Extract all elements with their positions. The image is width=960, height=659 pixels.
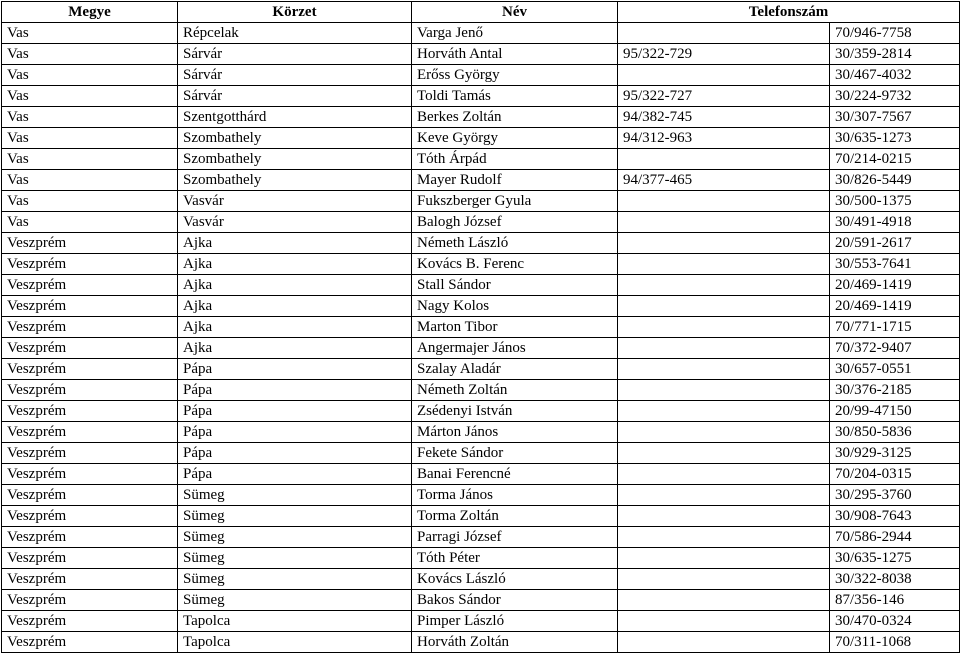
korzet-cell: Pápa	[178, 359, 412, 380]
vezetekes-cell	[618, 485, 830, 506]
korzet-cell: Vasvár	[178, 191, 412, 212]
mobil-cell: 30/470-0324	[830, 611, 960, 632]
megye-cell: Veszprém	[2, 254, 178, 275]
table-row	[2, 23, 960, 44]
vezetekes-cell	[618, 401, 830, 422]
vezetekes-cell	[618, 506, 830, 527]
vezetekes-cell	[618, 212, 830, 233]
megye-cell: Veszprém	[2, 359, 178, 380]
vezetekes-cell: 95/322-729	[618, 44, 830, 65]
table-row	[2, 191, 960, 212]
vezetekes-cell	[618, 569, 830, 590]
korzet-cell: Tapolca	[178, 632, 412, 653]
mobil-cell: 30/500-1375	[830, 191, 960, 212]
table-row	[2, 275, 960, 296]
vezetekes-cell	[618, 233, 830, 254]
nev-cell: Marton Tibor	[412, 317, 618, 338]
nev-cell: Berkes Zoltán	[412, 107, 618, 128]
korzet-cell: Szombathely	[178, 128, 412, 149]
vezetekes-cell	[618, 590, 830, 611]
korzet-cell: Szombathely	[178, 170, 412, 191]
table-row	[2, 317, 960, 338]
korzet-cell: Sümeg	[178, 527, 412, 548]
table-row	[2, 422, 960, 443]
megye-cell: Veszprém	[2, 338, 178, 359]
nev-cell: Angermajer János	[412, 338, 618, 359]
korzet-cell: Pápa	[178, 443, 412, 464]
nev-cell: Tóth Péter	[412, 548, 618, 569]
table-row	[2, 380, 960, 401]
mobil-cell: 30/376-2185	[830, 380, 960, 401]
mobil-cell: 30/322-8038	[830, 569, 960, 590]
megye-cell: Vas	[2, 128, 178, 149]
mobil-cell: 70/214-0215	[830, 149, 960, 170]
mobil-cell: 30/359-2814	[830, 44, 960, 65]
table-row	[2, 170, 960, 191]
nev-cell: Németh László	[412, 233, 618, 254]
korzet-cell: Pápa	[178, 464, 412, 485]
nev-cell: Torma Zoltán	[412, 506, 618, 527]
mobil-cell: 20/469-1419	[830, 296, 960, 317]
nev-cell: Toldi Tamás	[412, 86, 618, 107]
nev-cell: Varga Jenő	[412, 23, 618, 44]
table-row	[2, 548, 960, 569]
korzet-cell: Sárvár	[178, 44, 412, 65]
megye-cell: Veszprém	[2, 422, 178, 443]
korzet-cell: Sümeg	[178, 569, 412, 590]
mobil-cell: 30/553-7641	[830, 254, 960, 275]
megye-cell: Vas	[2, 107, 178, 128]
korzet-cell: Pápa	[178, 380, 412, 401]
mobil-cell: 30/224-9732	[830, 86, 960, 107]
vezetekes-cell: 94/377-465	[618, 170, 830, 191]
mobil-cell: 70/946-7758	[830, 23, 960, 44]
table-row	[2, 632, 960, 653]
nev-cell: Kovács László	[412, 569, 618, 590]
table-row	[2, 338, 960, 359]
table-row	[2, 485, 960, 506]
nev-cell: Pimper László	[412, 611, 618, 632]
vezetekes-cell	[618, 296, 830, 317]
vezetekes-cell	[618, 548, 830, 569]
table-row	[2, 443, 960, 464]
table-row	[2, 254, 960, 275]
nev-cell: Keve György	[412, 128, 618, 149]
korzet-cell: Ajka	[178, 296, 412, 317]
korzet-cell: Sümeg	[178, 506, 412, 527]
mobil-cell: 30/635-1275	[830, 548, 960, 569]
header-telefon: Telefonszám	[618, 2, 960, 23]
mobil-cell: 70/586-2944	[830, 527, 960, 548]
mobil-cell: 70/771-1715	[830, 317, 960, 338]
megye-cell: Veszprém	[2, 611, 178, 632]
megye-cell: Veszprém	[2, 233, 178, 254]
header-nev: Név	[412, 2, 618, 23]
nev-cell: Erőss György	[412, 65, 618, 86]
megye-cell: Vas	[2, 170, 178, 191]
megye-cell: Veszprém	[2, 506, 178, 527]
table-row	[2, 296, 960, 317]
vezetekes-cell	[618, 317, 830, 338]
mobil-cell: 20/99-47150	[830, 401, 960, 422]
nev-cell: Horváth Antal	[412, 44, 618, 65]
nev-cell: Bakos Sándor	[412, 590, 618, 611]
table-row	[2, 86, 960, 107]
mobil-cell: 70/204-0315	[830, 464, 960, 485]
mobil-cell: 20/591-2617	[830, 233, 960, 254]
nev-cell: Németh Zoltán	[412, 380, 618, 401]
megye-cell: Vas	[2, 86, 178, 107]
nev-cell: Fekete Sándor	[412, 443, 618, 464]
megye-cell: Veszprém	[2, 401, 178, 422]
nev-cell: Banai Ferencné	[412, 464, 618, 485]
korzet-cell: Vasvár	[178, 212, 412, 233]
nev-cell: Zsédenyi István	[412, 401, 618, 422]
megye-cell: Vas	[2, 191, 178, 212]
mobil-cell: 70/372-9407	[830, 338, 960, 359]
table-row	[2, 464, 960, 485]
megye-cell: Vas	[2, 149, 178, 170]
megye-cell: Vas	[2, 44, 178, 65]
table-row	[2, 107, 960, 128]
vezetekes-cell	[618, 422, 830, 443]
nev-cell: Márton János	[412, 422, 618, 443]
korzet-cell: Sümeg	[178, 590, 412, 611]
mobil-cell: 70/311-1068	[830, 632, 960, 653]
vezetekes-cell	[618, 464, 830, 485]
mobil-cell: 30/307-7567	[830, 107, 960, 128]
vezetekes-cell	[618, 65, 830, 86]
korzet-cell: Szombathely	[178, 149, 412, 170]
table-row	[2, 527, 960, 548]
mobil-cell: 30/908-7643	[830, 506, 960, 527]
table-row	[2, 65, 960, 86]
mobil-cell: 30/467-4032	[830, 65, 960, 86]
mobil-cell: 20/469-1419	[830, 275, 960, 296]
contact-table	[1, 1, 960, 653]
nev-cell: Balogh József	[412, 212, 618, 233]
korzet-cell: Ajka	[178, 338, 412, 359]
table-row	[2, 149, 960, 170]
vezetekes-cell	[618, 443, 830, 464]
megye-cell: Vas	[2, 65, 178, 86]
nev-cell: Parragi József	[412, 527, 618, 548]
mobil-cell: 30/295-3760	[830, 485, 960, 506]
table-row	[2, 359, 960, 380]
vezetekes-cell	[618, 338, 830, 359]
vezetekes-cell: 95/322-727	[618, 86, 830, 107]
mobil-cell: 30/635-1273	[830, 128, 960, 149]
vezetekes-cell	[618, 632, 830, 653]
nev-cell: Szalay Aladár	[412, 359, 618, 380]
korzet-cell: Tapolca	[178, 611, 412, 632]
vezetekes-cell	[618, 527, 830, 548]
megye-cell: Veszprém	[2, 443, 178, 464]
nev-cell: Mayer Rudolf	[412, 170, 618, 191]
korzet-cell: Pápa	[178, 401, 412, 422]
megye-cell: Veszprém	[2, 590, 178, 611]
table-row	[2, 611, 960, 632]
korzet-cell: Sümeg	[178, 485, 412, 506]
mobil-cell: 30/850-5836	[830, 422, 960, 443]
mobil-cell: 30/929-3125	[830, 443, 960, 464]
korzet-cell: Sárvár	[178, 86, 412, 107]
megye-cell: Veszprém	[2, 296, 178, 317]
megye-cell: Veszprém	[2, 317, 178, 338]
vezetekes-cell	[618, 275, 830, 296]
korzet-cell: Pápa	[178, 422, 412, 443]
nev-cell: Tóth Árpád	[412, 149, 618, 170]
table-row	[2, 506, 960, 527]
megye-cell: Veszprém	[2, 464, 178, 485]
vezetekes-cell	[618, 191, 830, 212]
mobil-cell: 30/826-5449	[830, 170, 960, 191]
table-row	[2, 44, 960, 65]
vezetekes-cell: 94/382-745	[618, 107, 830, 128]
header-korzet: Körzet	[178, 2, 412, 23]
table-row	[2, 401, 960, 422]
table-row	[2, 590, 960, 611]
korzet-cell: Répcelak	[178, 23, 412, 44]
korzet-cell: Ajka	[178, 233, 412, 254]
header-row	[2, 2, 960, 23]
megye-cell: Veszprém	[2, 548, 178, 569]
nev-cell: Stall Sándor	[412, 275, 618, 296]
vezetekes-cell: 94/312-963	[618, 128, 830, 149]
vezetekes-cell	[618, 254, 830, 275]
vezetekes-cell	[618, 611, 830, 632]
korzet-cell: Ajka	[178, 254, 412, 275]
mobil-cell: 30/657-0551	[830, 359, 960, 380]
megye-cell: Veszprém	[2, 527, 178, 548]
megye-cell: Veszprém	[2, 632, 178, 653]
table-row	[2, 569, 960, 590]
vezetekes-cell	[618, 359, 830, 380]
vezetekes-cell	[618, 23, 830, 44]
megye-cell: Veszprém	[2, 275, 178, 296]
nev-cell: Kovács B. Ferenc	[412, 254, 618, 275]
nev-cell: Fukszberger Gyula	[412, 191, 618, 212]
megye-cell: Veszprém	[2, 485, 178, 506]
table-row	[2, 212, 960, 233]
korzet-cell: Sárvár	[178, 65, 412, 86]
megye-cell: Vas	[2, 212, 178, 233]
nev-cell: Nagy Kolos	[412, 296, 618, 317]
table-row	[2, 233, 960, 254]
mobil-cell: 30/491-4918	[830, 212, 960, 233]
vezetekes-cell	[618, 149, 830, 170]
vezetekes-cell	[618, 380, 830, 401]
table-row	[2, 128, 960, 149]
megye-cell: Vas	[2, 23, 178, 44]
megye-cell: Veszprém	[2, 380, 178, 401]
nev-cell: Horváth Zoltán	[412, 632, 618, 653]
korzet-cell: Sümeg	[178, 548, 412, 569]
korzet-cell: Ajka	[178, 317, 412, 338]
nev-cell: Torma János	[412, 485, 618, 506]
megye-cell: Veszprém	[2, 569, 178, 590]
korzet-cell: Ajka	[178, 275, 412, 296]
header-megye: Megye	[2, 2, 178, 23]
korzet-cell: Szentgotthárd	[178, 107, 412, 128]
mobil-cell: 87/356-146	[830, 590, 960, 611]
